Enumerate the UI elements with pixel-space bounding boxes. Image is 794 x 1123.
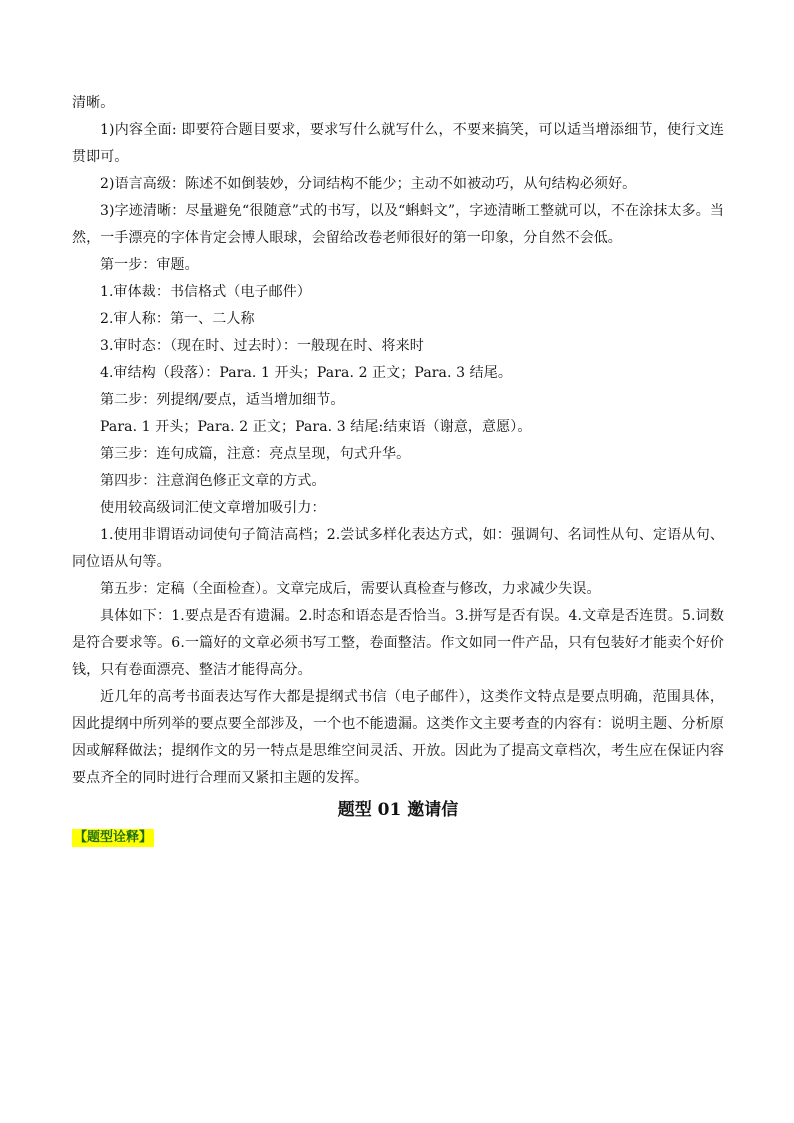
paragraph-handwriting-clear: 3)字迹清晰：尽量避免“很随意”式的书写，以及“蝌蚪文”，字迹清晰工整就可以，不在涂抹太多。当然，一手漂亮的字体肯定会博人眼球，会留给改卷老师很好的第一印象，分自然不会低。 <box>72 203 724 246</box>
paragraph-step-one: 第一步：审题。 <box>100 257 199 273</box>
paragraph-step-five: 第五步：定稿（全面检查）。文章完成后，需要认真检查与修改，力求减少失误。 <box>100 581 601 597</box>
document-page <box>72 90 724 847</box>
paragraph-outline: Para. 1 开头；Para. 2 正文；Para. 3 结尾:结束语（谢意，意愿）。 <box>100 419 532 435</box>
paragraph-step-four: 第四步：注意润色修正文章的方式。 <box>100 473 326 489</box>
paragraph-step-three: 第三步：连句成篇，注意：亮点呈现，句式升华。 <box>100 446 411 462</box>
paragraph-checklist: 具体如下：1.要点是否有遗漏。2.时态和语态是否恰当。3.拼写是否有误。4.文章是否连贯。5.词数是符合要求等。6.一篇好的文章必须书写工整，卷面整洁。作文如同一件产品，只有包装好才能卖个好价钱，只有卷面漂亮、整洁才能得高分。 <box>72 608 724 678</box>
paragraph-content-complete: 1)内容全面: 即要符合题目要求，要求写什么就写什么，不要来搞笑，可以适当增添细节，使行文连贯即可。 <box>72 122 724 165</box>
section-heading: 题型 01 邀请信 <box>337 800 459 820</box>
paragraph-summary: 近几年的高考书面表达写作大都是提纲式书信（电子邮件），这类作文特点是要点明确，范围具体，因此提纲中所列举的要点要全部涉及，一个也不能遗漏。这类作文主要考查的内容有：说明主题、分析原因或解释做法；提纲作文的另一特点是思维空间灵活、开放。因此为了提高文章档次，考生应在保证内容要点齐全的同时进行合理而又紧扣主题的发挥。 <box>72 689 724 786</box>
paragraph-genre: 1.审体裁：书信格式（电子邮件） <box>100 284 311 300</box>
paragraph-continued: 清晰。 <box>72 95 115 111</box>
paragraph-person: 2.审人称：第一、二人称 <box>100 311 255 327</box>
paragraph-vocabulary-tips: 1.使用非谓语动词使句子简洁高档；2.尝试多样化表达方式，如：强调句、名词性从句、定语从句、同位语从句等。 <box>72 527 724 570</box>
paragraph-vocabulary: 使用较高级词汇使文章增加吸引力： <box>100 500 326 516</box>
section-tag: 【题型诠释】 <box>74 830 153 845</box>
paragraph-tense: 3.审时态：（现在时、过去时）：一般现在时、将来时 <box>100 338 424 354</box>
paragraph-structure: 4.审结构（段落）：Para. 1 开头；Para. 2 正文；Para. 3 结尾。 <box>100 365 512 381</box>
paragraph-step-two: 第二步：列提纲/要点，适当增加细节。 <box>100 392 345 408</box>
paragraph-language-advanced: 2)语言高级：陈述不如倒装妙，分词结构不能少；主动不如被动巧，从句结构必须好。 <box>100 176 637 192</box>
